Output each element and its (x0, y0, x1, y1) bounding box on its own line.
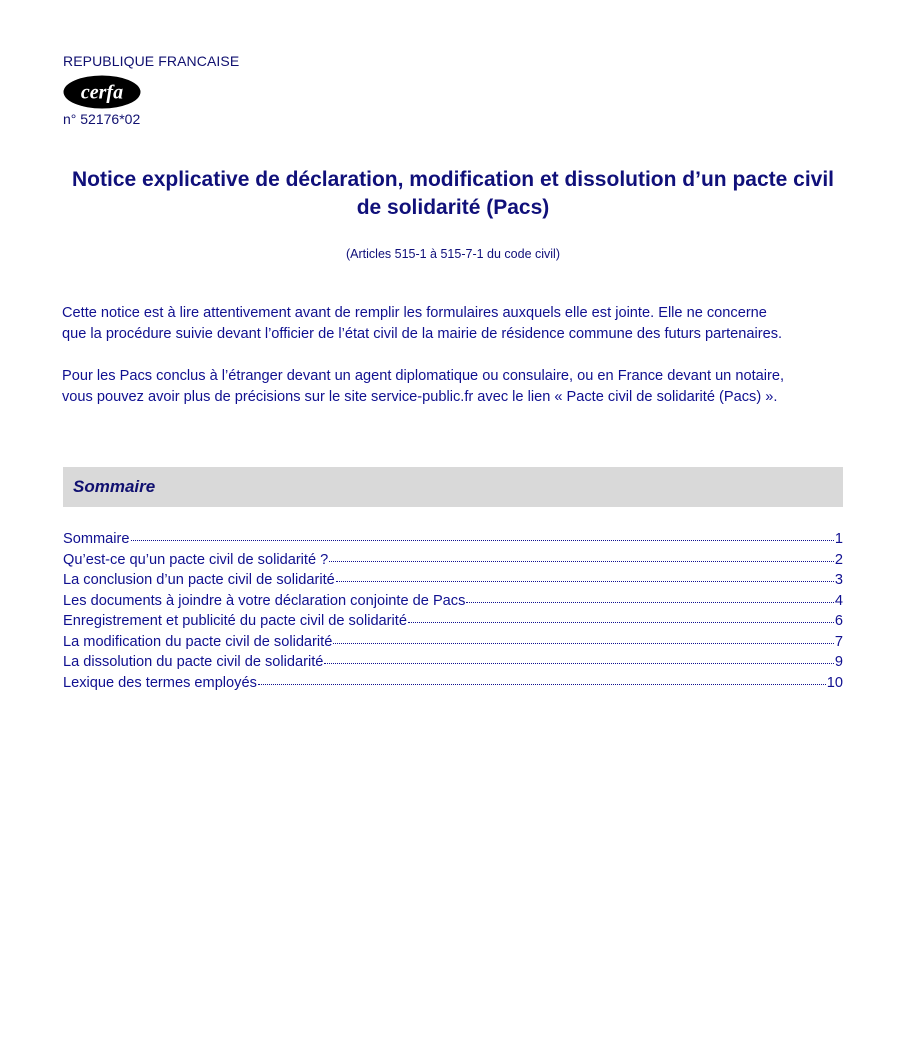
cerfa-logo (63, 75, 141, 109)
toc-entry-page: 2 (834, 551, 843, 568)
toc-entry-page: 4 (834, 592, 843, 609)
toc-entry[interactable] (63, 592, 843, 613)
toc-entry[interactable] (63, 633, 843, 654)
intro-paragraph-2 (62, 366, 852, 408)
toc-entry-title: Sommaire (63, 531, 130, 547)
cerfa-logo-text: cerfa (80, 81, 124, 104)
cerfa-number: n° 52176*02 (63, 111, 141, 127)
toc-entry-page: 1 (834, 531, 843, 547)
sommaire-heading-bar (63, 467, 843, 507)
toc-leader-dots (336, 569, 834, 582)
toc-entry[interactable] (63, 551, 843, 572)
toc-entry-title: La conclusion d’un pacte civil de solidarité (63, 572, 335, 588)
document-title-line-1: Notice explicative de déclaration, modification et dissolution d’un pacte civil (72, 168, 834, 191)
document-title (50, 166, 856, 222)
toc-entry-page: 10 (826, 674, 843, 691)
toc-entry-page: 3 (834, 572, 843, 588)
toc-entry-title: Lexique des termes employés (63, 674, 257, 691)
intro-paragraph-1-line-1: Cette notice est à lire attentivement avant de remplir les formulaires auxquels elle est jointe. Elle ne concerne (62, 305, 767, 321)
toc-entry-title: Qu’est-ce qu’un pacte civil de solidarité ? (63, 551, 329, 568)
toc-entry[interactable] (63, 530, 843, 551)
toc-entry-page: 6 (834, 613, 843, 629)
toc-leader-dots (333, 631, 834, 644)
toc-entry[interactable] (63, 571, 843, 592)
republique-label: REPUBLIQUE FRANCAISE (63, 53, 240, 69)
toc-entry[interactable] (63, 612, 843, 633)
document-subtitle: (Articles 515-1 à 515-7-1 du code civil) (346, 247, 560, 261)
toc-entry-page: 7 (834, 633, 843, 650)
toc-entry[interactable] (63, 653, 843, 674)
toc-leader-dots (258, 672, 826, 685)
toc-leader-dots (324, 651, 833, 664)
toc-leader-dots (329, 549, 834, 562)
intro-paragraph-1 (62, 303, 852, 345)
table-of-contents (63, 530, 843, 694)
intro-paragraph-1-line-2: que la procédure suivie devant l’officier de l’état civil de la mairie de résidence commune des futurs partenaires. (62, 326, 783, 342)
toc-entry-title: La dissolution du pacte civil de solidarité (63, 654, 324, 670)
intro-paragraph-2-line-1: Pour les Pacs conclus à l’étranger devant un agent diplomatique ou consulaire, ou en France devant un notaire, (62, 368, 785, 384)
toc-entry-title: Enregistrement et publicité du pacte civil de solidarité (63, 613, 407, 629)
header-block (63, 53, 239, 127)
intro-paragraph-2-line-2: vous pouvez avoir plus de précisions sur le site service-public.fr avec le lien « Pacte civil de solidarité (Pacs) ». (62, 389, 778, 405)
toc-entry-title: Les documents à joindre à votre déclaration conjointe de Pacs (63, 592, 466, 609)
document-title-line-2: de solidarité (Pacs) (356, 196, 550, 219)
toc-leader-dots (466, 590, 833, 603)
toc-leader-dots (408, 610, 834, 623)
toc-leader-dots (131, 528, 834, 541)
toc-entry-title: La modification du pacte civil de solidarité (63, 633, 333, 650)
toc-entry-page: 9 (834, 654, 843, 670)
sommaire-heading: Sommaire (73, 477, 156, 496)
toc-entry[interactable] (63, 674, 843, 695)
